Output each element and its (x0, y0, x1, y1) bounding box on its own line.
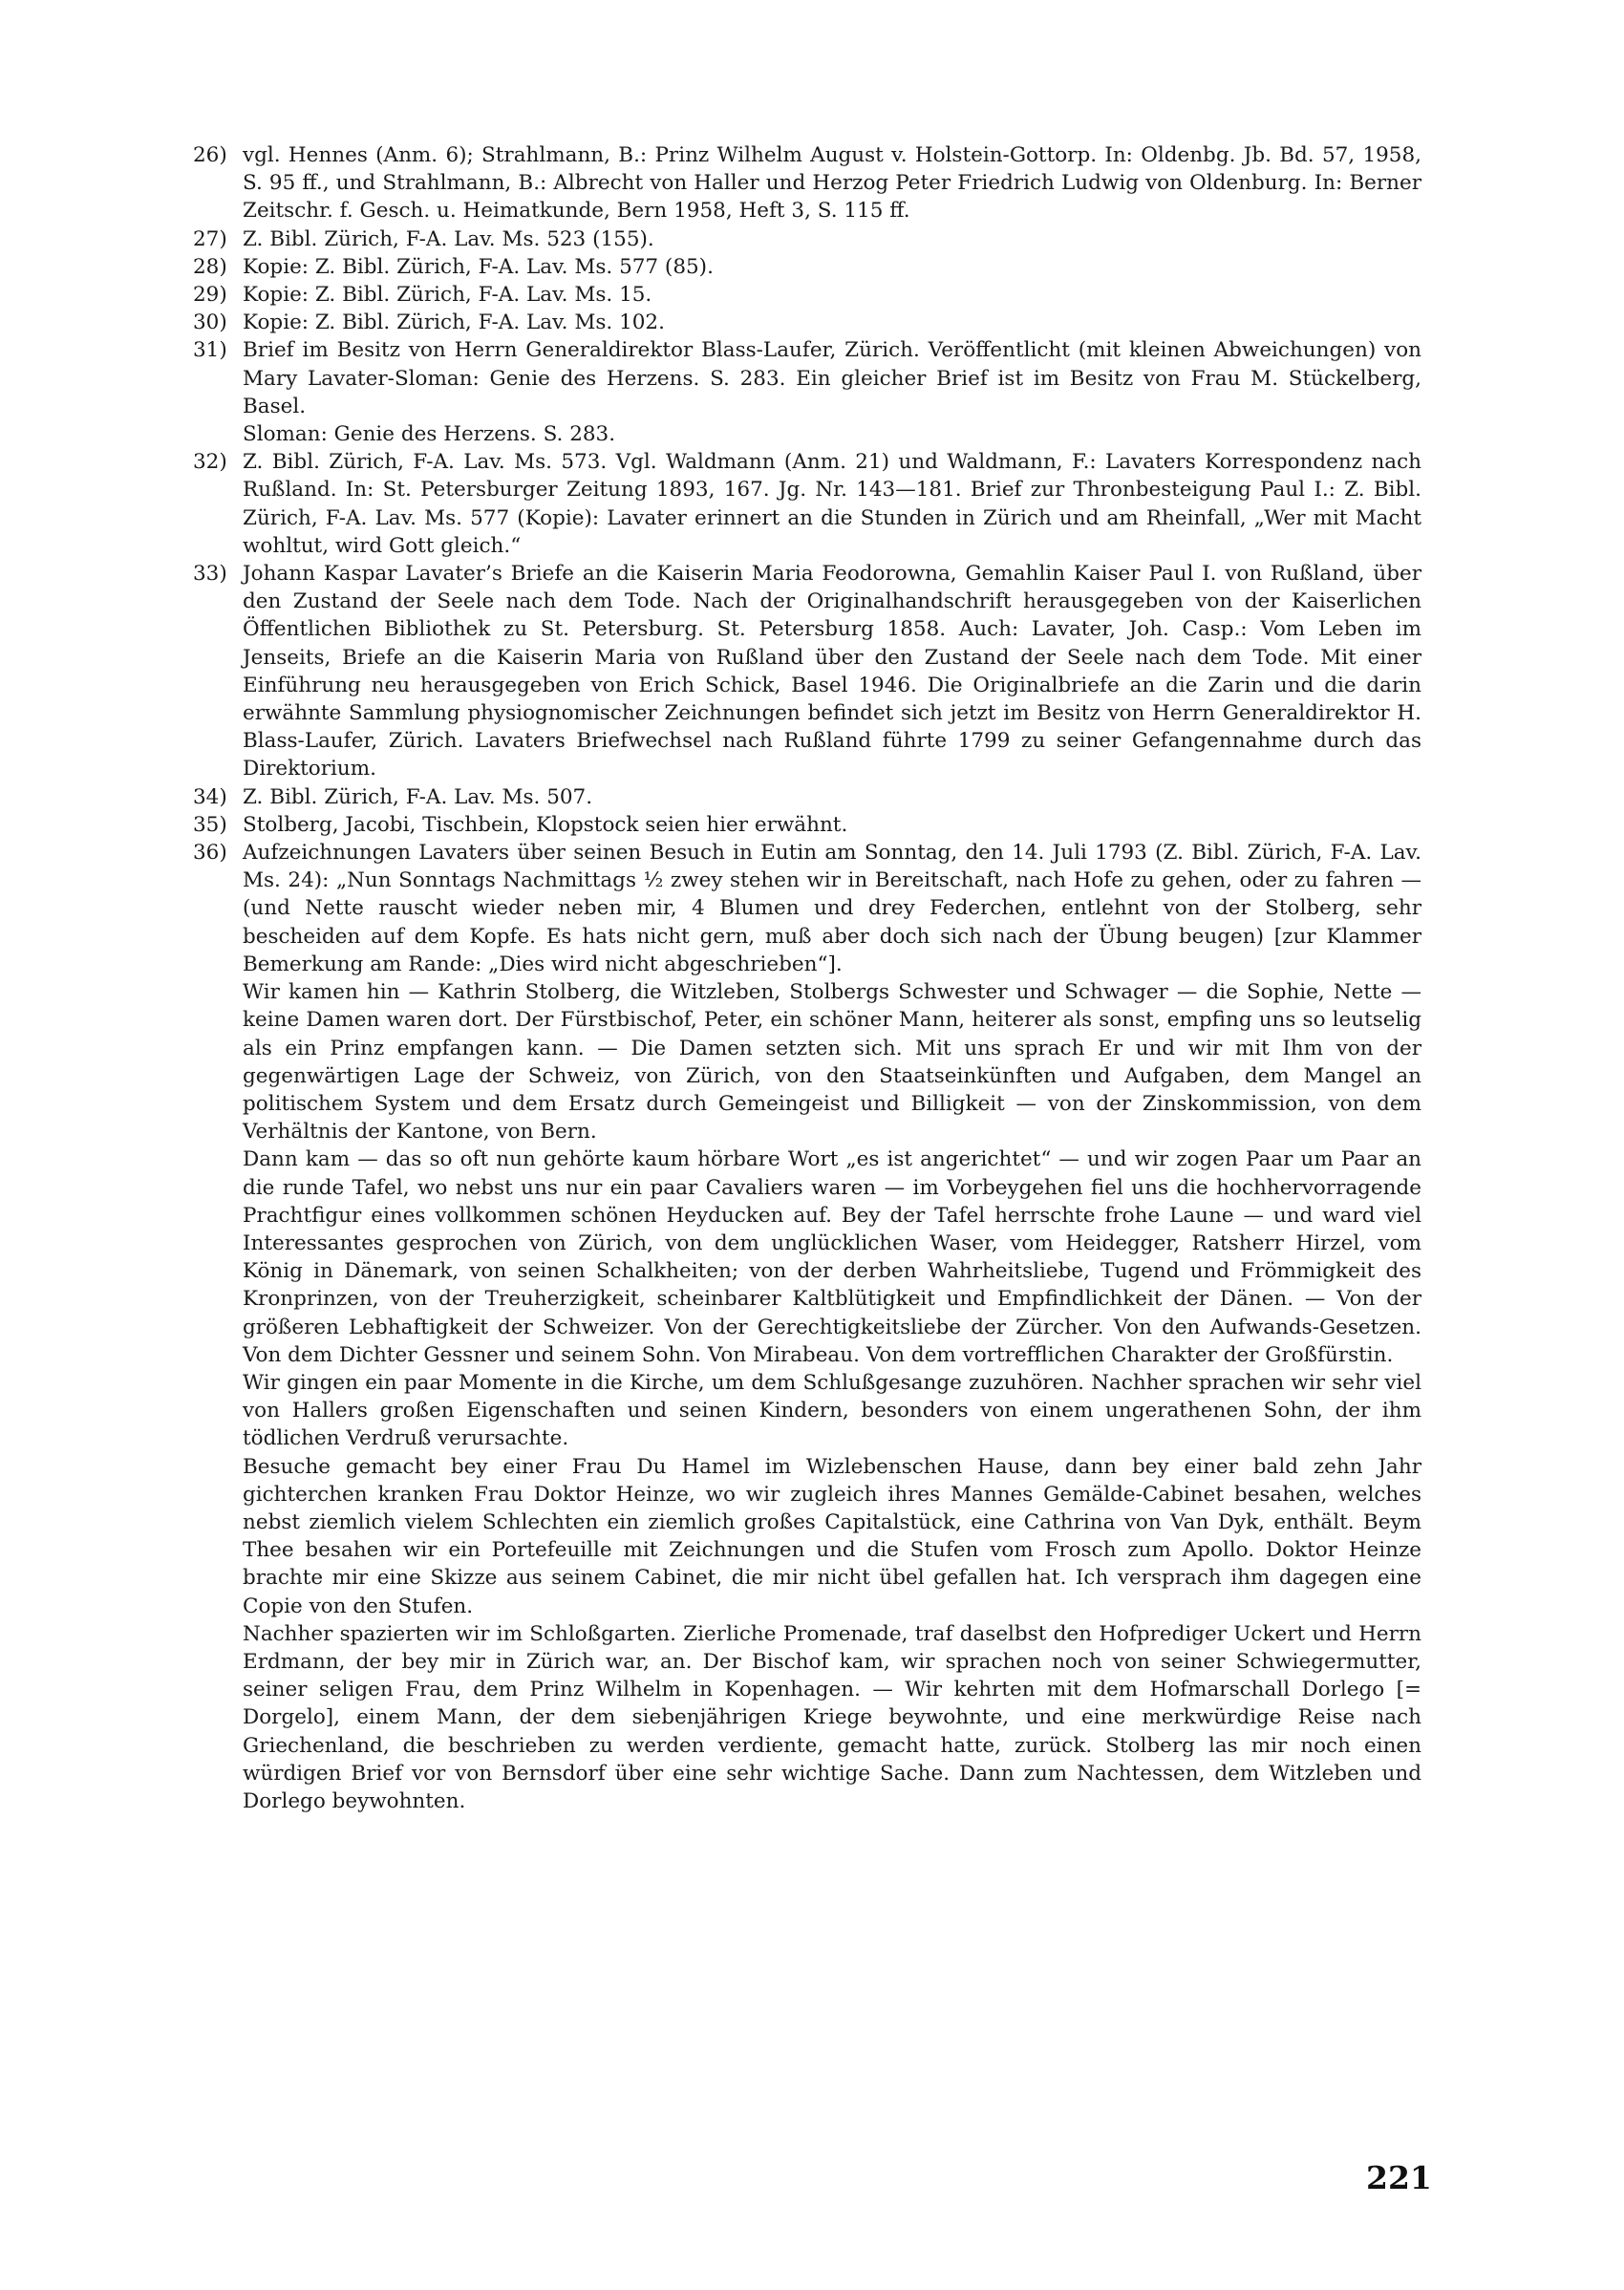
footnote-text: Besuche gemacht bey einer Frau Du Hamel im Wizlebenschen Hause, dann bey einer bald zehn Jahr gichterchen kranken Frau Doktor Heinze, wo wir zugleich ihres Mannes Gemälde-Cabinet besahen, welches nebst ziemlich vielem Schlechten ein ziemlich großes Capitalstück, eine Cathrina von Van Dyk, enthält. Beym Thee besahen wir ein Portefeuille mit Zeichnungen und die Stufen vom Frosch zum Apollo. Doktor Heinze brachte mir eine Skizze aus seinem Cabinet, die mir nicht übel gefallen hat. Ich versprach ihm dagegen eine Copie von den Stufen. (243, 1454, 1421, 1618)
footnote-number: 33) (193, 562, 227, 587)
footnote-text: Wir kamen hin — Kathrin Stolberg, die Witzleben, Stolbergs Schwester und Schwager — die Sophie, Nette — keine Damen waren dort. Der Fürstbischof, Peter, ein schöner Mann, heiterer als sonst, empfing uns so leutselig als ein Prinz empfangen kann. — Die Damen setzten sich. Mit uns sprach Er und wir mit Ihm von der gegenwärtigen Lage der Schweiz, von Zürich, von den Staatseinkünften und Aufgaben, dem Mangel an politischem System und dem Ersatz durch Gemeingeist und Billigkeit — von der Zinskommission, von dem Verhältnis der Kantone, von Bern. (243, 980, 1421, 1145)
footnote-text: Kopie: Z. Bibl. Zürich, F-A. Lav. Ms. 15. (243, 283, 652, 308)
footnote-text: Z. Bibl. Zürich, F-A. Lav. Ms. 507. (243, 784, 593, 809)
footnote-text: Wir gingen ein paar Momente in die Kirche, um dem Schlußgesange zuzuhören. Nachher sprachen wir sehr viel von Hallers großen Eigenschaften und seinen Kindern, besonders von einem ungerathenen Sohn, der ihm tödlichen Verdruß verursachte. (243, 1370, 1421, 1451)
footnote-text: Sloman: Genie des Herzens. S. 283. (243, 422, 616, 447)
footnote-number: 26) (193, 143, 227, 167)
footnote-number: 28) (193, 254, 227, 279)
footnote (193, 281, 1421, 309)
footnote-text: Johann Kaspar Lavater’s Briefe an die Kaiserin Maria Feodorowna, Gemahlin Kaiser Paul I. von Rußland, über den Zustand der Seele nach dem Tode. Nach der Originalhandschrift herausgegeben von der Kaiserlichen Öffentlichen Bibliothek zu St. Petersburg. St. Petersburg 1858. Auch: Lavater, Joh. Casp.: Vom Leben im Jenseits, Briefe an die Kaiserin Maria von Rußland über den Zustand der Seele nach dem Tode. Mit einer Einführung neu herausgegeben von Erich Schick, Basel 1946. Die Originalbriefe an die Zarin und die darin erwähnte Sammlung physiognomischer Zeichnungen befindet sich jetzt im Besitz von Herrn Generaldirektor H. Blass-Laufer, Zürich. Lavaters Briefwechsel nach Rußland führte 1799 zu seiner Gefangennahme durch das Direktorium. (243, 562, 1421, 781)
footnote-number: 29) (193, 283, 227, 308)
page-number: 221 (1366, 2159, 1432, 2196)
footnote (193, 560, 1421, 783)
footnote-text: Aufzeichnungen Lavaters über seinen Besuch in Eutin am Sonntag, den 14. Juli 1793 (Z. Bibl. Zürich, F-A. Lav. Ms. 24): „Nun Sonntags Nachmittags ½ zwey stehen wir in Bereitschaft, nach Hofe zu gehen, oder zu fahren — (und Nette rauscht wieder neben mir, 4 Blumen und drey Federchen, entlehnt von der Stolberg, sehr bescheiden auf dem Kopfe. Es hats nicht gern, muß aber doch sich nach der Übung beugen) [zur Klammer Bemerkung am Rande: „Dies wird nicht abgeschrieben“]. (243, 841, 1421, 976)
footnotes (193, 141, 1421, 1815)
footnote (193, 225, 1421, 253)
footnote-text: Stolberg, Jacobi, Tischbein, Klopstock seien hier erwähnt. (243, 812, 848, 837)
footnote (193, 783, 1421, 811)
footnote (193, 141, 1421, 225)
footnote-text: Kopie: Z. Bibl. Zürich, F-A. Lav. Ms. 577 (85). (243, 254, 714, 279)
footnote-text: Dann kam — das so oft nun gehörte kaum hörbare Wort „es ist angerichtet“ — und wir zogen Paar um Paar an die runde Tafel, wo nebst uns nur ein paar Cavaliers waren — im Vorbeygehen fiel uns die hochhervorragende Prachtfigur eines vollkommen schönen Heyducken auf. Bey der Tafel herrschte frohe Laune — und ward viel Interessantes gesprochen von Zürich, von dem unglücklichen Waser, vom Heidegger, Ratsherr Hirzel, vom König in Dänemark, von seinen Schalkheiten; von der derben Wahrheitsliebe, Tugend und Frömmigkeit des Kronprinzen, von der Treuherzigkeit, scheinbarer Kaltblütigkeit und Empfindlichkeit der Dänen. — Von der größeren Lebhaftigkeit der Schweizer. Von der Gerechtigkeitsliebe der Zürcher. Von den Aufwands-Gesetzen. Von dem Dichter Gessner und seinem Sohn. Von Mirabeau. Von dem vortrefflichen Charakter der Großfürstin. (243, 1147, 1421, 1367)
footnote-number: 30) (193, 310, 227, 335)
footnote (193, 839, 1421, 1815)
footnote-number: 27) (193, 226, 227, 251)
footnote-text: Kopie: Z. Bibl. Zürich, F-A. Lav. Ms. 102. (243, 310, 665, 335)
footnote-text: Brief im Besitz von Herrn Generaldirektor Blass-Laufer, Zürich. Veröffentlicht (mit kleinen Abweichungen) von Mary Lavater-Sloman: Genie des Herzens. S. 283. Ein gleicher Brief ist im Besitz von Frau M. Stückelberg, Basel. (243, 338, 1421, 418)
footnote (193, 448, 1421, 560)
footnote (193, 253, 1421, 281)
footnote-number: 31) (193, 338, 227, 363)
footnote-number: 35) (193, 812, 227, 837)
footnote-text: Z. Bibl. Zürich, F-A. Lav. Ms. 523 (155). (243, 226, 654, 251)
footnote (193, 309, 1421, 336)
footnote-text: vgl. Hennes (Anm. 6); Strahlmann, B.: Prinz Wilhelm August v. Holstein-Gottorp. In: Oldenbg. Jb. Bd. 57, 1958, S. 95 ff., und Strahlmann, B.: Albrecht von Haller und Herzog Peter Friedrich Ludwig von Oldenburg. In: Berner Zeitschr. f. Gesch. u. Heimatkunde, Bern 1958, Heft 3, S. 115 ff. (243, 143, 1421, 224)
footnote (193, 336, 1421, 448)
footnote (193, 811, 1421, 839)
footnote-number: 32) (193, 450, 227, 475)
footnote-text: Z. Bibl. Zürich, F-A. Lav. Ms. 573. Vgl. Waldmann (Anm. 21) und Waldmann, F.: Lavaters Korrespondenz nach Rußland. In: St. Petersburger Zeitung 1893, 167. Jg. Nr. 143—181. Brief zur Thronbesteigung Paul I.: Z. Bibl. Zürich, F-A. Lav. Ms. 577 (Kopie): Lavater erinnert an die Stunden in Zürich und am Rheinfall, „Wer mit Macht wohltut, wird Gott gleich.“ (243, 450, 1421, 558)
footnote-number: 36) (193, 841, 227, 866)
footnote-number: 34) (193, 784, 227, 809)
footnote-text: Nachher spazierten wir im Schloßgarten. Zierliche Promenade, traf daselbst den Hofprediger Uckert und Herrn Erdmann, der bey mir in Zürich war, an. Der Bischof kam, wir sprachen noch von seiner Schwiegermutter, seiner seligen Frau, dem Prinz Wilhelm in Kopenhagen. — Wir kehrten mit dem Hofmarschall Dorlego [= Dorgelo], einem Mann, der dem siebenjährigen Kriege beywohnte, und eine merkwürdige Reise nach Griechenland, die beschrieben zu werden verdiente, gemacht hatte, zurück. Stolberg las mir noch einen würdigen Brief vor von Bernsdorf über eine sehr wichtige Sache. Dann zum Nachtessen, dem Witzleben und Dorlego beywohnten. (243, 1621, 1421, 1813)
